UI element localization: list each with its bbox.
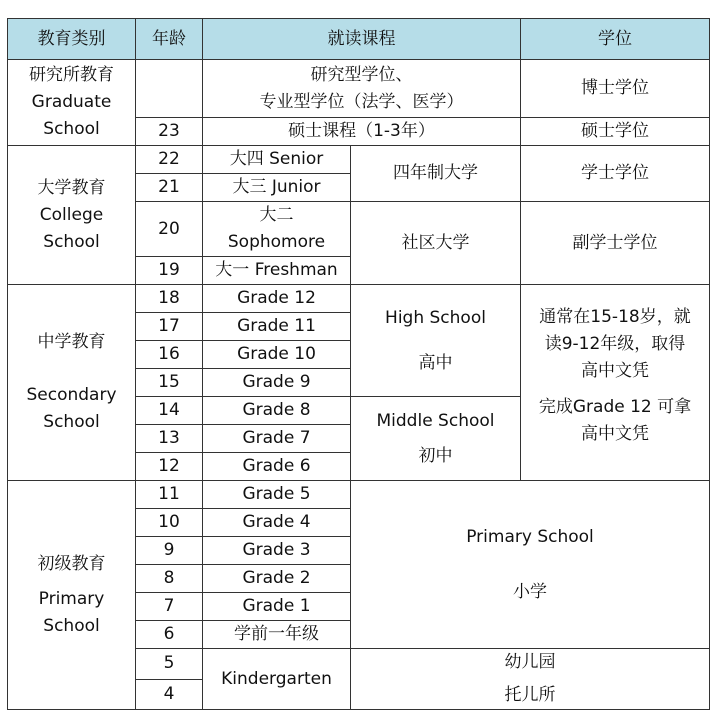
category-label: 研究所教育 [29,65,114,85]
age-cell: 14 [136,397,203,425]
category-college [8,146,136,285]
degree-bachelor: 学士学位 [521,146,710,202]
header-age: 年龄 [136,19,203,60]
header-row [8,19,710,60]
course-cell: 硕士课程（1-3年） [203,118,521,146]
course-label: 专业型学位（法学、医学） [259,91,464,112]
primary-school [351,481,710,649]
age-cell: 16 [136,341,203,369]
course-cell: Grade 6 [203,453,351,481]
age-cell: 17 [136,313,203,341]
course-cell: 学前一年级 [203,621,351,649]
course-label: Sophomore [227,232,326,252]
education-system-table [7,18,710,710]
header-degree: 学位 [521,19,710,60]
track-label: 初中 [418,445,453,466]
age-cell: 15 [136,369,203,397]
track-label: 幼儿园 [504,652,556,672]
note-text: 通常在15-18岁，就 [539,306,691,327]
course-cell: Grade 3 [203,537,351,565]
course-cell: Grade 2 [203,565,351,593]
course-cell: Grade 7 [203,425,351,453]
degree-master: 硕士学位 [521,118,710,146]
category-graduate [8,60,136,146]
age-cell: 20 [136,202,203,257]
age-cell: 11 [136,481,203,509]
track-label: High School [385,307,486,328]
kindergarten-course: Kindergarten [203,649,351,710]
table-row [8,60,710,118]
category-label: School [43,119,100,139]
track-label: 托儿所 [504,685,556,705]
note-text: 完成Grade 12 可拿 [538,396,692,417]
course-label: 研究型学位、 [310,64,413,85]
four-year-college: 四年制大学 [351,146,521,202]
age-cell: 4 [136,679,203,710]
course-cell: Grade 8 [203,397,351,425]
research-degree-course [203,60,521,118]
middle-school [351,397,521,481]
category-label: 大学教育 [37,177,106,198]
category-label: Secondary [26,385,117,405]
category-label: School [43,412,100,432]
secondary-notes [521,285,710,481]
category-secondary [8,285,136,481]
preschool-cell [351,649,710,710]
course-cell: Grade 10 [203,341,351,369]
track-label: 高中 [418,352,453,373]
course-cell: Grade 1 [203,593,351,621]
high-school [351,285,521,397]
age-cell: 13 [136,425,203,453]
category-label: Primary [38,588,105,609]
age-cell: 5 [136,649,203,680]
age-cell: 7 [136,593,203,621]
track-label: Middle School [376,410,495,431]
course-cell: Grade 12 [203,285,351,313]
table-row [8,481,710,509]
course-cell: Grade 9 [203,369,351,397]
course-cell: 大四 Senior [203,146,351,174]
age-cell: 21 [136,174,203,202]
age-cell: 9 [136,537,203,565]
track-label: Primary School [466,526,594,547]
category-label: School [43,231,100,252]
category-label: College [39,204,104,225]
age-cell: 23 [136,118,203,146]
note-text: 高中文凭 [581,360,649,381]
category-label: School [43,615,100,636]
age-cell: 8 [136,565,203,593]
age-cell: 6 [136,621,203,649]
track-label: 小学 [513,581,547,602]
course-cell: Grade 5 [203,481,351,509]
age-cell: 18 [136,285,203,313]
header-category: 教育类别 [8,19,136,60]
category-label: Graduate [31,92,112,112]
header-courses: 就读课程 [203,19,521,60]
table-row [8,146,710,174]
course-cell: Grade 4 [203,509,351,537]
degree-phd: 博士学位 [521,60,710,118]
age-cell: 19 [136,257,203,285]
note-text: 读9-12年级，取得 [544,333,686,354]
age-cell: 22 [136,146,203,174]
course-cell [203,202,351,257]
degree-associate: 副学士学位 [521,202,710,285]
age-cell-empty [136,60,203,118]
course-cell: 大一 Freshman [203,257,351,285]
table-row [8,285,710,313]
age-cell: 10 [136,509,203,537]
course-cell: 大三 Junior [203,174,351,202]
community-college: 社区大学 [351,202,521,285]
course-cell: Grade 11 [203,313,351,341]
category-primary [8,481,136,710]
category-label: 中学教育 [37,332,106,352]
category-label: 初级教育 [37,553,106,574]
note-text: 高中文凭 [581,423,649,444]
age-cell: 12 [136,453,203,481]
course-label: 大二 [259,205,294,225]
